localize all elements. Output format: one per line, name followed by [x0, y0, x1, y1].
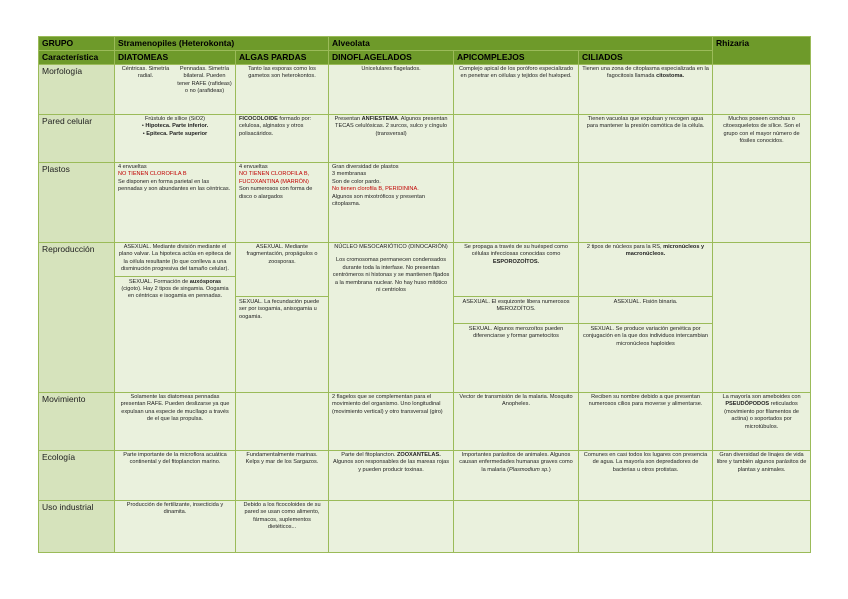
cell-ecologia-api: Importantes parásitos de animales. Algunos causan enfermedades humanas graves como la malaria (Plasmodium sp.) [454, 451, 579, 501]
text-pennadas: Pennadas. Simetría bilateral. Pueden tener RAFE (rafideas) o no (arafideas) [177, 66, 232, 95]
header-grupo: GRUPO [39, 37, 115, 51]
text-epiteca: • Epiteca. Parte superior [142, 130, 208, 137]
cell-morfologia-api: Complejo apical de los poróforo especializado en penetrar en células y tejidos del huésped. [454, 65, 579, 115]
header-stramenopiles: Stramenopiles (Heterokonta) [115, 37, 329, 51]
cell-morfologia-diatomeas [115, 65, 236, 115]
text-plasmodium: Plasmodium sp. [509, 466, 549, 473]
text-peridinina: No tienen clorofila B, PERIDININA. [332, 186, 419, 193]
text-disposicion: Se disponen en forma parietal en las pennadas y son abundantes en las céntricas. [118, 178, 231, 193]
row-ecologia [39, 451, 811, 501]
cell-plastos-cil [579, 163, 713, 243]
text-envueltas-algas: 4 envueltas [239, 164, 268, 170]
text-gametocitos: SEXUAL. Algunos merozoítos pueden diferenciarse y formar gametocitos [454, 323, 578, 341]
cell-uso-api [454, 501, 579, 553]
cell-uso-dino [329, 501, 454, 553]
header-row-taxa [39, 51, 811, 65]
cell-pared-dino: Presentan ANFIESTEMA. Algunos presentan TECAS celulósicas. 2 surcos, sulco y cíngulo (transversal) [329, 115, 454, 163]
cell-uso-rhiz [713, 501, 811, 553]
row-label-movimiento: Movimiento [39, 393, 115, 451]
cell-movimiento-api: Vector de transmisión de la malaria. Mosquito Anopheles. [454, 393, 579, 451]
row-movimiento [39, 393, 811, 451]
row-uso [39, 501, 811, 553]
text-pseudopodos: PSEUDÓPODOS [725, 401, 770, 408]
header-caracteristica: Característica [39, 51, 115, 65]
cell-ecologia-cil: Comunes en casi todos los lugares con presencia de agua. La mayoría son depredadores de bacterias u otros protistas. [579, 451, 713, 501]
text-fucoxantina: NO TIENEN CLOROFILA B, FUCOXANTINA (MARRÓN) [239, 171, 310, 185]
text-zooxantelas: ZOOXANTELAS. [396, 452, 441, 458]
cell-plastos-dino [329, 163, 454, 243]
row-label-reproduccion: Reproducción [39, 243, 115, 393]
cell-morfologia-dino: Unicelulares flagelados. [329, 65, 454, 115]
cell-plastos-api [454, 163, 579, 243]
cell-morfologia-algas: Tanto las esporas como los gametos son heterokontos. [236, 65, 329, 115]
cell-uso-cil [579, 501, 713, 553]
text-nucleos: 2 tipos de núcleos para la RS, micronúcleos y macronúcleos. [586, 244, 705, 258]
row-label-uso: Uso industrial [39, 501, 115, 553]
text-anfiestema: ANFIESTEMA [361, 116, 398, 122]
cell-movimiento-cil: Reciben su nombre debido a que presentan numerosos cilios para moverse y alimentarse. [579, 393, 713, 451]
text-ficocoloide: FICOCOLOIDE [239, 116, 278, 122]
cell-reproduccion-api [454, 243, 579, 393]
cell-ecologia-diatomeas: Parte importante de la microflora acuática continental y del fitoplancton marino. [115, 451, 236, 501]
header-algas-pardas: ALGAS PARDAS [236, 51, 329, 65]
text-hipoteca: • Hipoteca. Parte inferior. [141, 123, 209, 130]
text-sexual-algas: SEXUAL. La fecundación puede ser por isogamia, anisogamia u oogamia. [236, 296, 328, 321]
cell-plastos-diatomeas [115, 163, 236, 243]
row-pared [39, 115, 811, 163]
cell-reproduccion-diatomeas [115, 243, 236, 393]
text-esporozoitos: Se propaga a través de su huésped como células infecciosas conocidas como ESPOROZOÍTOS. [464, 244, 568, 265]
cell-reproduccion-dino [329, 243, 454, 393]
row-reproduccion [39, 243, 811, 393]
cell-pared-rhiz: Muchos poseen conchas o citoesqueletos de sílice. Son el grupo con el mayor número de fósiles conocidos. [713, 115, 811, 163]
text-envueltas: 4 envueltas [118, 164, 147, 170]
text-frustulo: Frústulo de sílice (SiO2) [145, 116, 205, 122]
text-cil-a: Tienen una zona de citoplasma especializada en la fagocitosis llamada [582, 66, 709, 80]
cell-reproduccion-algas [236, 243, 329, 393]
classification-table [38, 36, 811, 553]
cell-reproduccion-cil [579, 243, 713, 393]
text-citostoma: citostoma. [656, 73, 685, 80]
header-alveolata: Alveolata [329, 37, 713, 51]
header-rhizaria: Rhizaria [713, 37, 811, 65]
cell-ecologia-algas: Fundamentalmente marinas. Kelps y mar de los Sargazos. [236, 451, 329, 501]
row-label-ecologia: Ecología [39, 451, 115, 501]
text-centricas: Céntricas. Simetría radial. [121, 66, 170, 80]
text-diversidad: Gran diversidad de plastos [332, 164, 399, 170]
text-no-clorofila: NO TIENEN CLOROFILA B [118, 171, 187, 178]
row-plastos [39, 163, 811, 243]
header-diatomeas: DIATOMEAS [115, 51, 236, 65]
text-asexual-diat: ASEXUAL. Mediante división mediante el plano valvar. La hipoteca actúa en epiteca de la célula resultante (lo que conlleva a una disminución progresiva del tamaño celular). [118, 244, 232, 273]
text-fision: ASEXUAL. Fisión binaria. [579, 296, 712, 321]
text-cromosomas: Los cromosomas permanecen condensados durante toda la interfase. No presentan centrómeros ni histonas y se mantienen fijados a la membrana nuclear. No hay huso mitótico ni centriolos [332, 257, 450, 294]
cell-pared-diatomeas [115, 115, 236, 163]
cell-pared-algas [236, 115, 329, 163]
cell-ecologia-rhiz: Gran diversidad de linajes de vida libre y también algunos parásitos de plantas y animales. [713, 451, 811, 501]
cell-movimiento-diatomeas: Solamente las diatomeas pennadas presentan RAFE. Pueden deslizarse ya que expulsan una especie de mucílago a través de el que las propulsa. [115, 393, 236, 451]
cell-pared-api [454, 115, 579, 163]
text-merozoitos: ASEXUAL. El esquizonte libera numerosos MEROZOÍTOS. [454, 296, 578, 321]
text-membranas: 3 membranas [332, 171, 367, 178]
text-forma-disco: Son numerosos con forma de disco o alargados [239, 186, 313, 200]
cell-morfologia-rhiz [713, 65, 811, 115]
cell-uso-algas: Debido a los ficocoloides de su pared se usan como alimento, fármacos, suplementos dietéticos... [236, 501, 329, 553]
header-apicomplejos: APICOMPLEJOS [454, 51, 579, 65]
cell-plastos-rhiz [713, 163, 811, 243]
text-mesocariotico: NÚCLEO MESOCARIÓTICO (DINOCARIÓN) [334, 244, 448, 250]
row-label-morfologia: Morfología [39, 65, 115, 115]
cell-reproduccion-rhiz [713, 243, 811, 393]
text-mixotroficos: Algunos son mixotróficos y presentan citoplasma. [332, 193, 425, 208]
text-ficocoloide-desc: formado por: celulosa, alginatos y otros polisacáridos. [239, 116, 312, 137]
header-dinoflagelados: DINOFLAGELADOS [329, 51, 454, 65]
text-sexual-diat: SEXUAL. Formación de auxósporas (cigoto). Hay 2 tipos de singamia. Oogamia en céntricas e isogamia en pennadas. [115, 276, 235, 301]
text-asexual-algas: ASEXUAL. Mediante fragmentación, propágulos o zoosporas. [246, 244, 318, 265]
text-conjugacion: SEXUAL. Se produce variación genética por conjugación en la que dos individuos intercambian micronúcleos haploides [579, 323, 712, 348]
header-ciliados: CILIADOS [579, 51, 713, 65]
cell-morfologia-cil [579, 65, 713, 115]
cell-uso-diatomeas: Producción de fertilizante, insecticida y dinamita. [115, 501, 236, 553]
row-label-plastos: Plastos [39, 163, 115, 243]
cell-plastos-algas [236, 163, 329, 243]
row-morfologia [39, 65, 811, 115]
cell-movimiento-dino: 2 flagelos que se complementan para el movimiento del organismo. Uno longitudinal (movimiento vertical) y otro transversal (giro) [329, 393, 454, 451]
cell-ecologia-dino: Parte del fitoplancton. ZOOXANTELAS. Algunos son responsables de las mareas rojas y pueden producir toxinas. [329, 451, 454, 501]
row-label-pared: Pared celular [39, 115, 115, 163]
header-row-groups [39, 37, 811, 51]
text-color-pardo: Son de color pardo. [332, 178, 381, 185]
cell-movimiento-algas [236, 393, 329, 451]
cell-pared-cil: Tienen vacuolas que expulsan y recogen agua para mantener la presión osmótica de la célula. [579, 115, 713, 163]
cell-movimiento-rhiz: La mayoría son ameboides con PSEUDÓPODOS reticulados (movimiento por filamentos de actina) o soportados por microtúbulos. [713, 393, 811, 451]
